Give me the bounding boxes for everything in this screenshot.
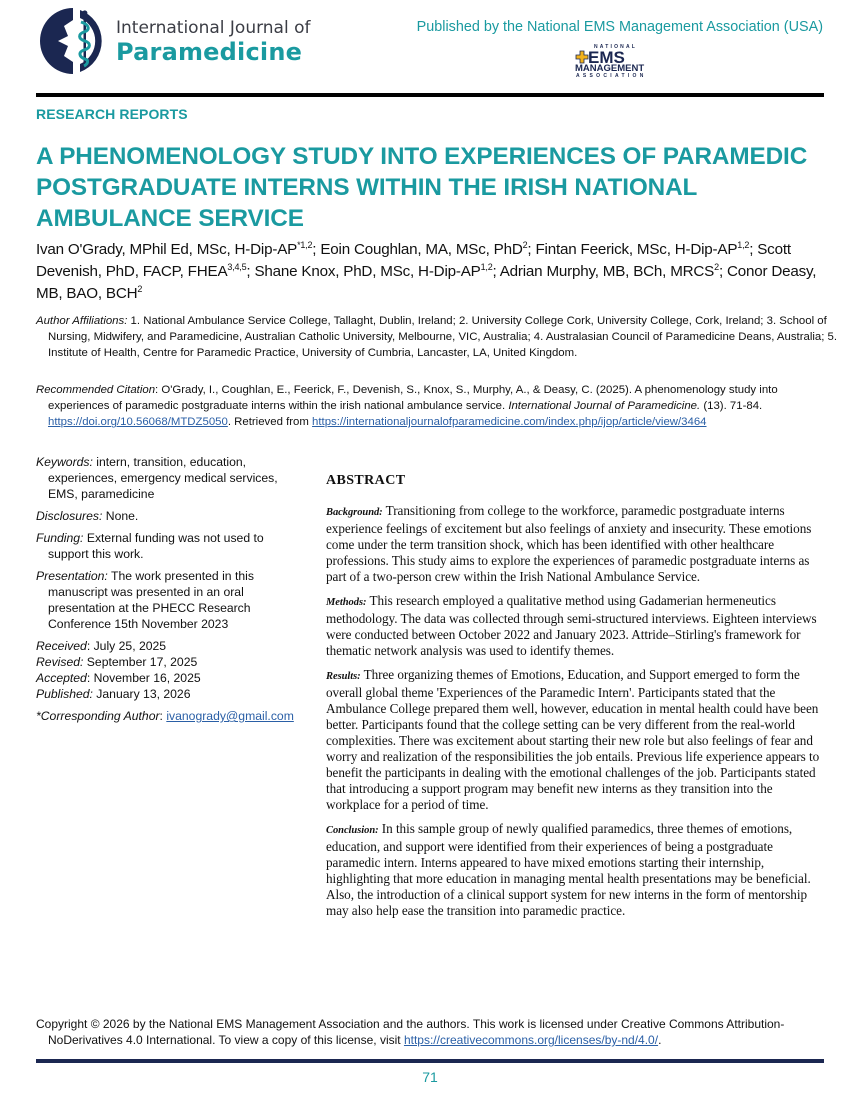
- abstract-section-text: In this sample group of newly qualified paramedics, three themes of emotions, education, and support were identified from their experiences of being a postgraduate paramedic intern. Interns appeared to have mixed emotions starting their internship, highlighting that more education in managing mental health presentations may be beneficial. Also, the introduction of a clinical support system for new interns in the form of mentorship may also help ease the transition into paramedic practice.: [326, 821, 811, 918]
- date-received: [36, 638, 306, 654]
- presentation-label: Presentation:: [36, 569, 108, 583]
- copyright-end: .: [658, 1033, 662, 1047]
- author-name: Adrian Murphy, MB, BCh, MRCS: [499, 263, 715, 280]
- funding-value: External funding was not used to support this work.: [48, 531, 264, 561]
- license-link[interactable]: https://creativecommons.org/licenses/by-nd/4.0/: [403, 1033, 659, 1047]
- doi-link[interactable]: https://doi.org/10.56068/MTDZ5050: [48, 416, 228, 429]
- journal-name: [116, 18, 311, 66]
- corresponding-label: *Corresponding Author: [36, 709, 160, 723]
- abstract-section-label: Conclusion:: [326, 825, 379, 836]
- keywords-label: Keywords:: [36, 455, 93, 469]
- presentation: [36, 568, 306, 632]
- author-name: Fintan Feerick, MSc, H-Dip-AP: [535, 241, 738, 258]
- copyright-notice: [36, 1016, 826, 1048]
- section-label: RESEARCH REPORTS: [36, 106, 188, 122]
- author-separator: ;: [246, 263, 255, 280]
- ems-logo-top: NATIONAL: [594, 44, 638, 50]
- author-affiliation-marker: 2: [714, 261, 719, 272]
- ems-logo-main: EMS: [588, 48, 625, 67]
- author: [320, 241, 535, 258]
- article-sidebar: [36, 454, 306, 730]
- abstract-section-label: Background:: [326, 507, 383, 518]
- presentation-value: The work presented in this manuscript was presented in an oral presentation at the PHECC Research Conference 15th November 2023: [48, 569, 254, 631]
- corresponding-email-link[interactable]: ivanogrady@gmail.com: [166, 709, 294, 723]
- author: [535, 241, 757, 258]
- author-separator: ;: [527, 241, 536, 258]
- keywords-value: intern, transition, education, experiences, emergency medical services, EMS, paramedicine: [48, 455, 278, 501]
- page-number: 71: [422, 1069, 438, 1085]
- affiliations-text: 1. National Ambulance Service College, Tallaght, Dublin, Ireland; 2. University College Cork, University College, Cork, Ireland; 3. School of Nursing, Midwifery, and Paramedicine, Australian Catholic University, Melbourne, VIC, Australia; 4. Australasian Council of Paramedicine Deans, Australia; 5. Institute of Health, Centre for Paramedic Practice, University of Cumbria, Lancaster, LA, United Kingdom.: [48, 315, 838, 360]
- author-list: [36, 239, 826, 305]
- date-value: September 17, 2025: [83, 655, 198, 669]
- publisher-line: Published by the National EMS Management Association (USA): [416, 19, 823, 35]
- abstract: [326, 473, 826, 927]
- author: [500, 263, 727, 280]
- funding: [36, 530, 306, 562]
- date-accepted: [36, 670, 306, 686]
- author-separator: ;: [749, 241, 758, 258]
- date-value: : July 25, 2025: [86, 639, 167, 653]
- date-label: Received: [36, 639, 87, 653]
- date-value: : November 16, 2025: [86, 671, 201, 685]
- ems-association-logo-icon: [572, 42, 658, 78]
- journal-logo-icon: [38, 6, 104, 76]
- date-revised: [36, 654, 306, 670]
- author-separator: ;: [492, 263, 500, 280]
- date-label: Accepted: [36, 671, 87, 685]
- author-name: Conor Deasy, MB, BAO, BCH: [36, 263, 817, 302]
- date-value: January 13, 2026: [92, 687, 191, 701]
- keywords: [36, 454, 306, 502]
- abstract-section-label: Methods:: [326, 597, 367, 608]
- date-label: Published:: [36, 687, 93, 701]
- copyright-text: [36, 1016, 826, 1048]
- author-affiliation-marker: 2: [137, 283, 143, 294]
- citation-text: : O'Grady, I., Coughlan, E., Feerick, F., Devenish, S., Knox, S., Murphy, A., & Deasy, C. (2025). A phenomenology study into experiences of paramedic postgraduate interns within the irish national ambulance service.: [48, 384, 778, 413]
- corresponding-sep: :: [159, 709, 167, 723]
- footer-rule: [36, 1059, 824, 1063]
- author-separator: ;: [718, 263, 727, 280]
- citation-journal: International Journal of Paramedicine.: [508, 400, 701, 413]
- author-affiliation-marker: *1,2: [297, 239, 313, 250]
- author: [254, 263, 499, 280]
- article-dates: [36, 638, 306, 702]
- author: [36, 241, 320, 258]
- citation-volume-pages: (13). 71-84.: [700, 400, 763, 413]
- disclosures-value: None.: [102, 509, 139, 523]
- author-affiliation-marker: 1,2: [480, 261, 493, 272]
- corresponding-author: [36, 708, 306, 724]
- page-header: [0, 0, 850, 96]
- abstract-section-text: Transitioning from college to the workforce, paramedic postgraduate interns experience feelings of excitement but also feelings of anxiety and insecurity. These emotions come under the term transition shock, which has been identified with other healthcare professions. This study aims to explore the experiences of paramedic postgraduate interns as part of a two-person crew within the Irish National Ambulance Service.: [326, 503, 812, 584]
- author-separator: ;: [312, 241, 321, 258]
- abstract-heading: ABSTRACT: [326, 473, 406, 488]
- article-title: A PHENOMENOLOGY STUDY INTO EXPERIENCES OF PARAMEDIC POSTGRADUATE INTERNS WITHIN THE IRISH NATIONAL AMBULANCE SERVICE: [36, 143, 808, 232]
- header-rule: [36, 93, 824, 97]
- disclosures-label: Disclosures:: [36, 509, 103, 523]
- author-affiliation-marker: 3,4,5: [227, 261, 247, 272]
- journal-name-line2: Paramedicine: [116, 38, 303, 66]
- citation-retrieved: . Retrieved from: [227, 416, 313, 429]
- ems-logo-middle: MANAGEMENT: [575, 63, 645, 74]
- author-affiliation-marker: 2: [522, 239, 528, 250]
- abstract-section-text: This research employed a qualitative method using Gadamerian hermeneutics methodology. The data was collected through semi-structured interviews. Eighteen interviews were conducted between October 2022 and January 2023. Attride–Stirling's framework for thematic network analysis was used to identify themes.: [326, 593, 817, 658]
- recommended-citation: [36, 382, 838, 431]
- author-name: Shane Knox, PhD, MSc, H-Dip-AP: [254, 263, 481, 280]
- date-published: [36, 686, 306, 702]
- abstract-results: [326, 667, 826, 813]
- abstract-background: [326, 503, 826, 585]
- copyright-body: Copyright © 2026 by the National EMS Management Association and the authors. This work is licensed under Creative Commons Attribution-NoDerivatives 4.0 International. To view a copy of this license, visit: [36, 1017, 785, 1047]
- date-label: Revised:: [36, 655, 84, 669]
- author-affiliation-marker: 1,2: [737, 239, 750, 250]
- ems-logo-bottom: ASSOCIATION: [576, 73, 647, 78]
- author-name: Scott Devenish, PhD, FACP, FHEA: [36, 241, 791, 280]
- abstract-section-text: Three organizing themes of Emotions, Education, and Support emerged to form the overall global theme 'Experiences of the Paramedic Intern'. Participants stated that the Ambulance College prepared them well, however, education in mental health could have been better. Participants found that the college setting can be very different from the real-world complexities. There was excitement about starting their new role but also feelings of fear and worry and realization of the responsibilities the job entails. Previous life experience appears to benefit the participants in dealing with the emotional challenges of the job. Participants stated that introducing a support program may benefit new interns as they transition into the workplace for a period of time.: [326, 667, 820, 812]
- author-name: Eoin Coughlan, MA, MSc, PhD: [320, 241, 523, 258]
- article-url-link[interactable]: https://internationaljournalofparamedicine.com/index.php/ijop/article/view/3464: [312, 416, 707, 429]
- author-affiliations: [36, 313, 838, 362]
- affiliations-label: Author Affiliations:: [36, 315, 128, 327]
- journal-name-line1: International Journal of: [116, 18, 311, 38]
- disclosures: [36, 508, 306, 524]
- abstract-methods: [326, 593, 826, 659]
- abstract-conclusion: [326, 821, 826, 919]
- abstract-section-label: Results:: [326, 671, 361, 682]
- author-name: Ivan O'Grady, MPhil Ed, MSc, H-Dip-AP: [36, 241, 298, 258]
- citation-label: Recommended Citation: [36, 384, 156, 396]
- funding-label: Funding:: [36, 531, 84, 545]
